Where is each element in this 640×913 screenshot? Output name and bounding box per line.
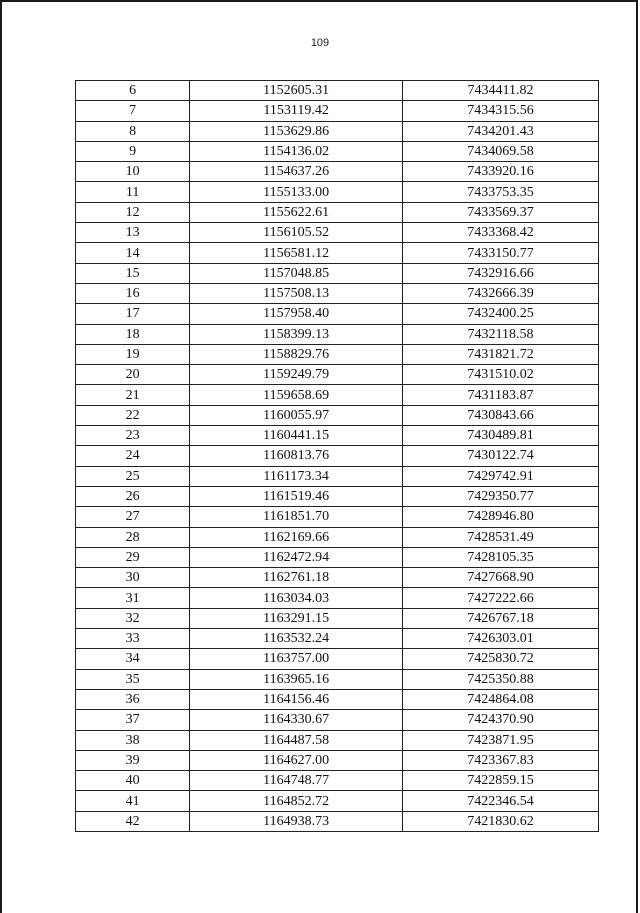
point-number-cell: 19 xyxy=(76,344,190,364)
y-coordinate-cell: 7426767.18 xyxy=(403,608,599,628)
point-number-cell: 14 xyxy=(76,243,190,263)
coordinates-table xyxy=(75,80,599,832)
table-row xyxy=(76,344,599,364)
x-coordinate-cell: 1164748.77 xyxy=(190,771,403,791)
table-row xyxy=(76,283,599,303)
table-row xyxy=(76,223,599,243)
point-number-cell: 13 xyxy=(76,223,190,243)
table-row xyxy=(76,324,599,344)
point-number-cell: 29 xyxy=(76,547,190,567)
point-number-cell: 41 xyxy=(76,791,190,811)
x-coordinate-cell: 1152605.31 xyxy=(190,81,403,101)
point-number-cell: 9 xyxy=(76,141,190,161)
table-row xyxy=(76,669,599,689)
x-coordinate-cell: 1156581.12 xyxy=(190,243,403,263)
table-row xyxy=(76,791,599,811)
y-coordinate-cell: 7427668.90 xyxy=(403,568,599,588)
x-coordinate-cell: 1156105.52 xyxy=(190,223,403,243)
y-coordinate-cell: 7427222.66 xyxy=(403,588,599,608)
point-number-cell: 37 xyxy=(76,710,190,730)
x-coordinate-cell: 1163532.24 xyxy=(190,629,403,649)
table-row xyxy=(76,608,599,628)
table-row xyxy=(76,588,599,608)
point-number-cell: 8 xyxy=(76,121,190,141)
table-row xyxy=(76,162,599,182)
y-coordinate-cell: 7426303.01 xyxy=(403,629,599,649)
table-row xyxy=(76,263,599,283)
point-number-cell: 18 xyxy=(76,324,190,344)
point-number-cell: 7 xyxy=(76,101,190,121)
x-coordinate-cell: 1153629.86 xyxy=(190,121,403,141)
table-row xyxy=(76,121,599,141)
table-row xyxy=(76,771,599,791)
y-coordinate-cell: 7428946.80 xyxy=(403,507,599,527)
point-number-cell: 23 xyxy=(76,426,190,446)
x-coordinate-cell: 1161851.70 xyxy=(190,507,403,527)
table-row xyxy=(76,81,599,101)
table-row xyxy=(76,365,599,385)
y-coordinate-cell: 7431510.02 xyxy=(403,365,599,385)
y-coordinate-cell: 7424370.90 xyxy=(403,710,599,730)
point-number-cell: 38 xyxy=(76,730,190,750)
point-number-cell: 34 xyxy=(76,649,190,669)
point-number-cell: 25 xyxy=(76,466,190,486)
x-coordinate-cell: 1160441.15 xyxy=(190,426,403,446)
point-number-cell: 33 xyxy=(76,629,190,649)
y-coordinate-cell: 7431821.72 xyxy=(403,344,599,364)
point-number-cell: 35 xyxy=(76,669,190,689)
point-number-cell: 31 xyxy=(76,588,190,608)
table-row xyxy=(76,243,599,263)
y-coordinate-cell: 7434069.58 xyxy=(403,141,599,161)
x-coordinate-cell: 1155622.61 xyxy=(190,202,403,222)
point-number-cell: 26 xyxy=(76,486,190,506)
table-row xyxy=(76,568,599,588)
y-coordinate-cell: 7430489.81 xyxy=(403,426,599,446)
x-coordinate-cell: 1155133.00 xyxy=(190,182,403,202)
x-coordinate-cell: 1164627.00 xyxy=(190,750,403,770)
y-coordinate-cell: 7433569.37 xyxy=(403,202,599,222)
table-row xyxy=(76,629,599,649)
point-number-cell: 11 xyxy=(76,182,190,202)
point-number-cell: 10 xyxy=(76,162,190,182)
y-coordinate-cell: 7423367.83 xyxy=(403,750,599,770)
point-number-cell: 16 xyxy=(76,283,190,303)
point-number-cell: 22 xyxy=(76,405,190,425)
table-row xyxy=(76,486,599,506)
x-coordinate-cell: 1157958.40 xyxy=(190,304,403,324)
x-coordinate-cell: 1164156.46 xyxy=(190,689,403,709)
y-coordinate-cell: 7422859.15 xyxy=(403,771,599,791)
y-coordinate-cell: 7434411.82 xyxy=(403,81,599,101)
y-coordinate-cell: 7424864.08 xyxy=(403,689,599,709)
table-row xyxy=(76,507,599,527)
y-coordinate-cell: 7425350.88 xyxy=(403,669,599,689)
table-row xyxy=(76,649,599,669)
y-coordinate-cell: 7428531.49 xyxy=(403,527,599,547)
y-coordinate-cell: 7434201.43 xyxy=(403,121,599,141)
table-row xyxy=(76,405,599,425)
table-row xyxy=(76,811,599,831)
x-coordinate-cell: 1163291.15 xyxy=(190,608,403,628)
x-coordinate-cell: 1163757.00 xyxy=(190,649,403,669)
point-number-cell: 42 xyxy=(76,811,190,831)
y-coordinate-cell: 7432400.25 xyxy=(403,304,599,324)
y-coordinate-cell: 7422346.54 xyxy=(403,791,599,811)
table-row xyxy=(76,101,599,121)
y-coordinate-cell: 7421830.62 xyxy=(403,811,599,831)
table-row xyxy=(76,446,599,466)
point-number-cell: 27 xyxy=(76,507,190,527)
x-coordinate-cell: 1162761.18 xyxy=(190,568,403,588)
point-number-cell: 32 xyxy=(76,608,190,628)
x-coordinate-cell: 1161173.34 xyxy=(190,466,403,486)
y-coordinate-cell: 7430122.74 xyxy=(403,446,599,466)
y-coordinate-cell: 7428105.35 xyxy=(403,547,599,567)
point-number-cell: 30 xyxy=(76,568,190,588)
x-coordinate-cell: 1154136.02 xyxy=(190,141,403,161)
y-coordinate-cell: 7434315.56 xyxy=(403,101,599,121)
table-row xyxy=(76,710,599,730)
x-coordinate-cell: 1164852.72 xyxy=(190,791,403,811)
y-coordinate-cell: 7433368.42 xyxy=(403,223,599,243)
x-coordinate-cell: 1157048.85 xyxy=(190,263,403,283)
table-row xyxy=(76,385,599,405)
point-number-cell: 39 xyxy=(76,750,190,770)
point-number-cell: 17 xyxy=(76,304,190,324)
table-row xyxy=(76,426,599,446)
page-number: 109 xyxy=(310,37,330,49)
point-number-cell: 20 xyxy=(76,365,190,385)
x-coordinate-cell: 1158399.13 xyxy=(190,324,403,344)
y-coordinate-cell: 7432118.58 xyxy=(403,324,599,344)
table-row xyxy=(76,466,599,486)
table-row xyxy=(76,304,599,324)
y-coordinate-cell: 7432916.66 xyxy=(403,263,599,283)
y-coordinate-cell: 7425830.72 xyxy=(403,649,599,669)
x-coordinate-cell: 1159658.69 xyxy=(190,385,403,405)
y-coordinate-cell: 7429742.91 xyxy=(403,466,599,486)
y-coordinate-cell: 7430843.66 xyxy=(403,405,599,425)
table-row xyxy=(76,182,599,202)
x-coordinate-cell: 1154637.26 xyxy=(190,162,403,182)
x-coordinate-cell: 1160055.97 xyxy=(190,405,403,425)
y-coordinate-cell: 7433920.16 xyxy=(403,162,599,182)
point-number-cell: 21 xyxy=(76,385,190,405)
point-number-cell: 6 xyxy=(76,81,190,101)
y-coordinate-cell: 7423871.95 xyxy=(403,730,599,750)
point-number-cell: 40 xyxy=(76,771,190,791)
table-row xyxy=(76,689,599,709)
table-row xyxy=(76,202,599,222)
x-coordinate-cell: 1158829.76 xyxy=(190,344,403,364)
table-row xyxy=(76,750,599,770)
table-row xyxy=(76,141,599,161)
x-coordinate-cell: 1164330.67 xyxy=(190,710,403,730)
x-coordinate-cell: 1161519.46 xyxy=(190,486,403,506)
x-coordinate-cell: 1164487.58 xyxy=(190,730,403,750)
point-number-cell: 36 xyxy=(76,689,190,709)
point-number-cell: 15 xyxy=(76,263,190,283)
y-coordinate-cell: 7432666.39 xyxy=(403,283,599,303)
x-coordinate-cell: 1159249.79 xyxy=(190,365,403,385)
y-coordinate-cell: 7429350.77 xyxy=(403,486,599,506)
coordinates-table-body xyxy=(76,81,599,832)
point-number-cell: 12 xyxy=(76,202,190,222)
y-coordinate-cell: 7433150.77 xyxy=(403,243,599,263)
y-coordinate-cell: 7433753.35 xyxy=(403,182,599,202)
x-coordinate-cell: 1164938.73 xyxy=(190,811,403,831)
x-coordinate-cell: 1157508.13 xyxy=(190,283,403,303)
point-number-cell: 24 xyxy=(76,446,190,466)
point-number-cell: 28 xyxy=(76,527,190,547)
y-coordinate-cell: 7431183.87 xyxy=(403,385,599,405)
x-coordinate-cell: 1160813.76 xyxy=(190,446,403,466)
x-coordinate-cell: 1163965.16 xyxy=(190,669,403,689)
table-row xyxy=(76,547,599,567)
x-coordinate-cell: 1162169.66 xyxy=(190,527,403,547)
table-row xyxy=(76,730,599,750)
table-row xyxy=(76,527,599,547)
x-coordinate-cell: 1163034.03 xyxy=(190,588,403,608)
x-coordinate-cell: 1162472.94 xyxy=(190,547,403,567)
x-coordinate-cell: 1153119.42 xyxy=(190,101,403,121)
